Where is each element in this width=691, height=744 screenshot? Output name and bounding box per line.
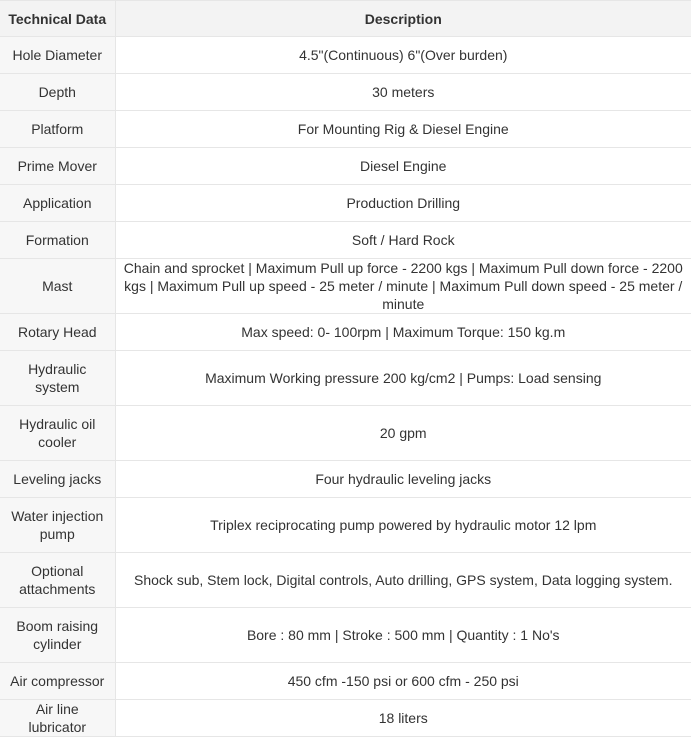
row-value: Maximum Working pressure 200 kg/cm2 | Pumps: Load sensing	[115, 351, 691, 406]
row-value: Soft / Hard Rock	[115, 222, 691, 259]
row-label: Air compressor	[0, 663, 115, 700]
row-label: Formation	[0, 222, 115, 259]
row-value: Triplex reciprocating pump powered by hydraulic motor 12 lpm	[115, 498, 691, 553]
row-label: Boom raising cylinder	[0, 608, 115, 663]
table-row	[0, 37, 691, 74]
row-value: Shock sub, Stem lock, Digital controls, Auto drilling, GPS system, Data logging system.	[115, 553, 691, 608]
table-row	[0, 498, 691, 553]
row-label: Platform	[0, 111, 115, 148]
table-row	[0, 148, 691, 185]
row-value: 450 cfm -150 psi or 600 cfm - 250 psi	[115, 663, 691, 700]
row-label: Hole Diameter	[0, 37, 115, 74]
table-row	[0, 74, 691, 111]
table-row	[0, 700, 691, 737]
row-value: 20 gpm	[115, 406, 691, 461]
row-value: Bore : 80 mm | Stroke : 500 mm | Quantity : 1 No's	[115, 608, 691, 663]
row-value: Diesel Engine	[115, 148, 691, 185]
table-header-row	[0, 1, 691, 37]
row-value: Max speed: 0- 100rpm | Maximum Torque: 150 kg.m	[115, 314, 691, 351]
row-label: Water injection pump	[0, 498, 115, 553]
table-row	[0, 461, 691, 498]
row-label: Depth	[0, 74, 115, 111]
row-value: 4.5"(Continuous) 6"(Over burden)	[115, 37, 691, 74]
table-row	[0, 608, 691, 663]
row-label: Rotary Head	[0, 314, 115, 351]
row-value: Chain and sprocket | Maximum Pull up force - 2200 kgs | Maximum Pull down force - 2200 kgs | Maximum Pull up speed - 25 meter / minute | Maximum Pull down speed - 25 meter / minute	[115, 259, 691, 314]
row-label: Prime Mover	[0, 148, 115, 185]
row-label: Leveling jacks	[0, 461, 115, 498]
row-label: Air line lubricator	[0, 700, 115, 737]
row-label: Hydraulic system	[0, 351, 115, 406]
row-value: Four hydraulic leveling jacks	[115, 461, 691, 498]
table-row	[0, 259, 691, 314]
row-value: Production Drilling	[115, 185, 691, 222]
row-value: 30 meters	[115, 74, 691, 111]
row-label: Mast	[0, 259, 115, 314]
row-label: Hydraulic oil cooler	[0, 406, 115, 461]
table-row	[0, 111, 691, 148]
table-row	[0, 406, 691, 461]
table-row	[0, 663, 691, 700]
row-label: Application	[0, 185, 115, 222]
table-row	[0, 314, 691, 351]
table-row	[0, 222, 691, 259]
row-value: For Mounting Rig & Diesel Engine	[115, 111, 691, 148]
row-value: 18 liters	[115, 700, 691, 737]
row-label: Optional attachments	[0, 553, 115, 608]
header-description: Description	[115, 1, 691, 37]
header-technical-data: Technical Data	[0, 1, 115, 37]
table-row	[0, 351, 691, 406]
table-row	[0, 553, 691, 608]
table-row	[0, 185, 691, 222]
